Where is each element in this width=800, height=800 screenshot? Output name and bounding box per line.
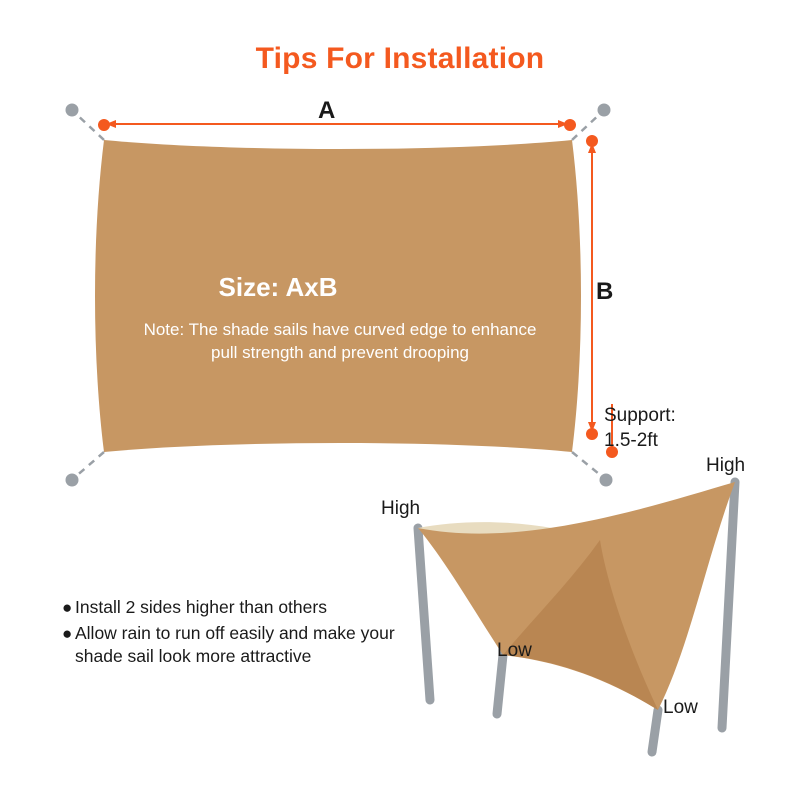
list-item-label: Install 2 sides higher than others bbox=[75, 597, 327, 617]
list-item bbox=[62, 622, 412, 668]
dimension-line-b bbox=[588, 143, 596, 432]
bullet-dot-icon: ● bbox=[62, 598, 73, 617]
label-dimension-a: A bbox=[318, 97, 336, 124]
installation-bullet-list bbox=[62, 596, 412, 671]
size-label: Size: AxB bbox=[218, 272, 338, 302]
label-corner-high-right: High bbox=[706, 455, 746, 476]
dimension-line-a bbox=[106, 120, 568, 128]
label-corner-high-left: High bbox=[381, 498, 421, 519]
sail-note-text: Note: The shade sails have curved edge to enhance pull strength and prevent drooping bbox=[143, 320, 537, 362]
list-item-label: Allow rain to run off easily and make your shade sail look more attractive bbox=[75, 623, 395, 666]
label-corner-low-right: Low bbox=[663, 697, 698, 718]
support-label-line2: 1.5-2ft bbox=[604, 430, 658, 451]
support-label bbox=[604, 403, 676, 453]
bullet-dot-icon: ● bbox=[62, 624, 73, 643]
support-label-line1: Support: bbox=[604, 405, 676, 426]
label-corner-low-left: Low bbox=[497, 640, 532, 661]
label-dimension-b: B bbox=[596, 278, 614, 305]
page-title: Tips For Installation bbox=[255, 42, 545, 75]
list-item bbox=[62, 596, 412, 619]
